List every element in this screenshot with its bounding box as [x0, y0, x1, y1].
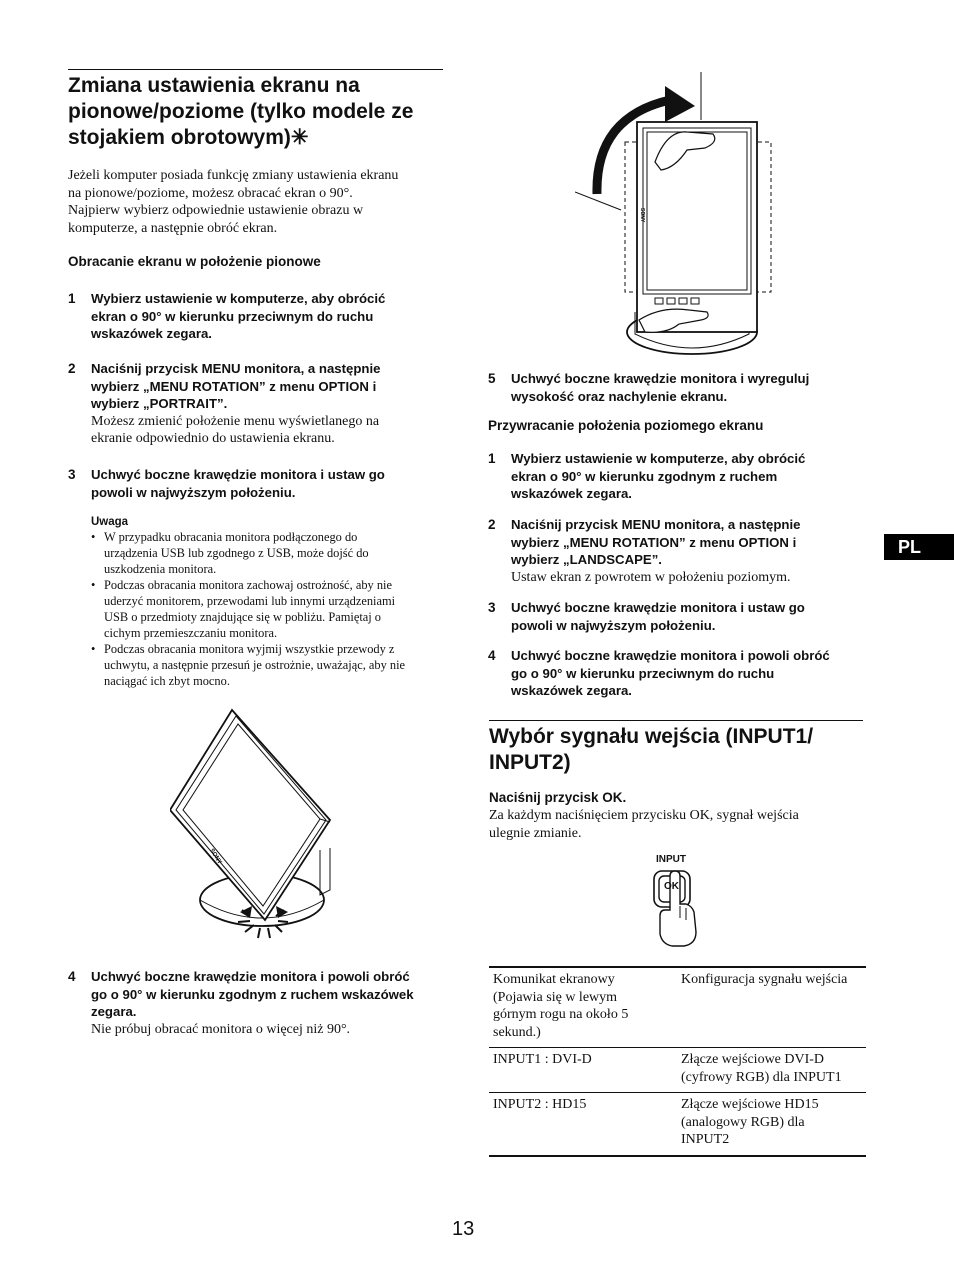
note-block: [91, 516, 446, 689]
table-header-cell: Komunikat ekranowy (Pojawia się w lewym górnym rogu na około 5 sekund.): [489, 967, 677, 1048]
table-cell: Złącze wejściowe DVI-D (cyfrowy RGB) dla INPUT1: [677, 1048, 866, 1093]
table-header-row: [489, 967, 866, 1048]
intro-paragraph: Jeżeli komputer posiada funkcję zmiany ustawienia ekranu na pionowe/poziome, możesz obracać ekran o 90°. Najpierw wybierz odpowiednie ustawienie obrazu w komputerze, a następnie obróć ekran.: [68, 168, 399, 236]
ok-description: Za każdym naciśnięciem przycisku OK, sygnał wejścia ulegnie zmianie.: [489, 808, 799, 841]
subheading-portrait: Obracanie ekranu w położenie pionowe: [68, 254, 321, 269]
section-title: Zmiana ustawienia ekranu na pionowe/poziome (tylko modele ze stojakiem obrotowym)✳: [68, 74, 414, 149]
table-cell: INPUT2 : HD15: [489, 1093, 677, 1156]
brand-logo: SONY: [639, 208, 645, 223]
subheading-landscape: Przywracanie położenia poziomego ekranu: [488, 418, 764, 433]
input-signal-table: [489, 966, 866, 1157]
table-cell: INPUT1 : DVI-D: [489, 1048, 677, 1093]
ok-instruction: Naciśnij przycisk OK.: [489, 790, 627, 805]
tilted-monitor-illustration: [170, 700, 340, 945]
page-number: 13: [452, 1218, 475, 1240]
note-heading: Uwaga: [91, 516, 129, 528]
title-rule: [68, 69, 443, 70]
input-section-title: Wybór sygnału wejścia (INPUT1/ INPUT2): [489, 725, 814, 774]
table-row: [489, 1093, 866, 1156]
note-item: • Podczas obracania monitora wyjmij wszystkie przewody z uchwytu, a następnie przesuń je ostrożnie, uważając, aby nie naciągać ich zbyt mocno.: [91, 641, 446, 689]
note-item: • Podczas obracania monitora zachowaj ostrożność, aby nie uderzyć monitorem, przewodami lub innymi urządzeniami USB o przedmioty znajdujące się w pobliżu. Pamiętaj o cichym przemieszczaniu monitora.: [91, 577, 446, 641]
title-rule: [489, 720, 863, 721]
table-row: [489, 1048, 866, 1093]
brand-logo: SONY: [208, 847, 223, 866]
table-header-cell: Konfiguracja sygnału wejścia: [677, 967, 866, 1048]
rotating-monitor-illustration: [575, 72, 775, 362]
ok-button[interactable]: OK: [664, 881, 679, 892]
note-item: • W przypadku obracania monitora podłączonego do urządzenia USB lub zgodnego z USB, może dojść do uszkodzenia monitora.: [91, 529, 446, 577]
input-label: INPUT: [656, 854, 686, 865]
ok-button-illustration: [648, 866, 704, 950]
language-tab: PL: [884, 534, 954, 560]
table-cell: Złącze wejściowe HD15 (analogowy RGB) dla INPUT2: [677, 1093, 866, 1156]
